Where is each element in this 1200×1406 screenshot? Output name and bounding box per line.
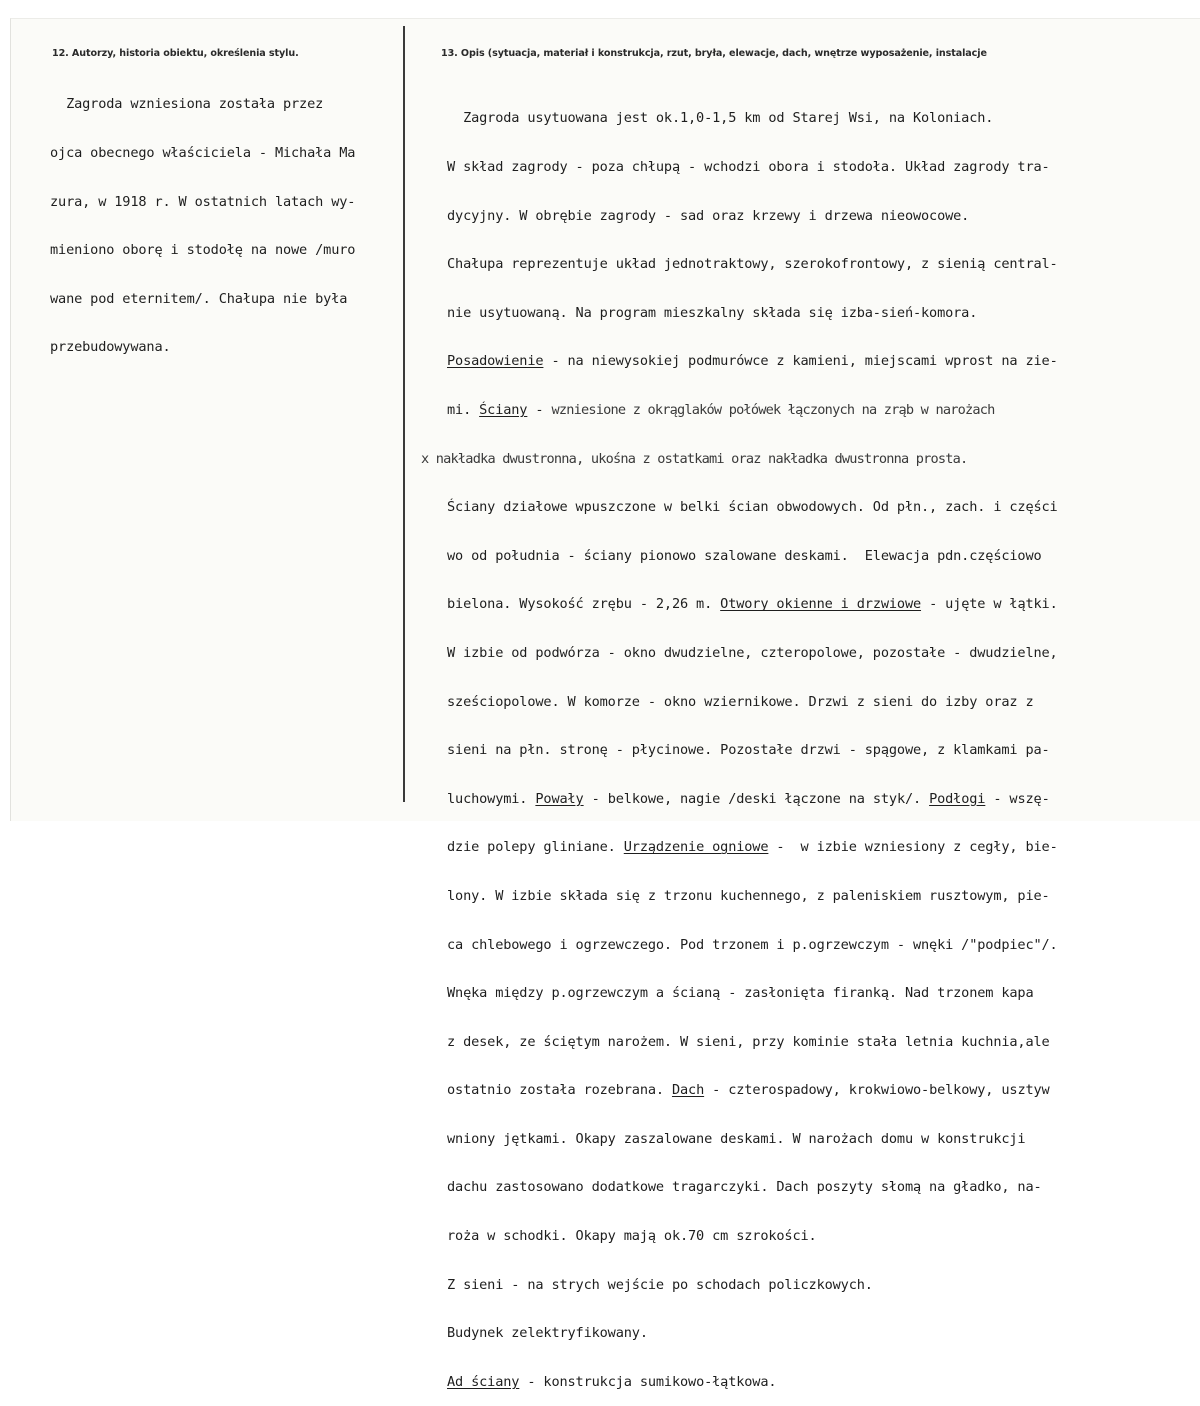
text-line: wo od południa - ściany pionowo szalowane deskami. Elewacja pdn.częściowo [447, 547, 1042, 564]
text-line: dycyjny. W obrębie zagrody - sad oraz krzewy i drzewa nieowocowe. [447, 207, 970, 224]
struck-out-text: wzniesione z okrąglaków połówek łączonych na zrąb w narożach [551, 401, 995, 418]
line-text: - czterospadowy, krokwiowo-belkowy, usztyw [704, 1082, 1050, 1099]
text-line [447, 353, 1058, 369]
text-line: lony. W izbie składa się z trzonu kuchennego, z paleniskiem rusztowym, pie- [447, 887, 1050, 904]
text-line: roża w schodki. Okapy mają ok.70 cm szrokości. [447, 1228, 817, 1245]
section-13-text [421, 78, 1058, 1406]
text-line: zura, w 1918 r. W ostatnich latach wy- [50, 193, 356, 210]
line-text: mi. [447, 401, 480, 418]
text-line: Zagroda usytuowana jest ok.1,0-1,5 km od Starej Wsi, na Koloniach. [447, 110, 994, 127]
text-line: Wnęka między p.ogrzewczym a ścianą - zasłonięta firanką. Nad trzonem kapa [447, 985, 1034, 1002]
section-13-header: 13. Opis (sytuacja, materiał i konstrukcja, rzut, bryła, elewacje, dach, wnętrze wyposażenie, instalacje [441, 48, 987, 59]
heading-powaly: Powały [535, 790, 584, 807]
line-text: - ujęte w łątki. [921, 596, 1058, 613]
heading-posadowienie: Posadowienie [447, 353, 544, 370]
line-text: bielona. Wysokość zrębu - 2,26 m. [447, 596, 721, 613]
heading-ad-sciany: Ad ściany [447, 1373, 520, 1390]
section-12-header: 12. Autorzy, historia obiektu, określenia stylu. [52, 48, 299, 59]
text-line: wane pod eternitem/. Chałupa nie była [50, 290, 348, 307]
column-divider [403, 26, 405, 802]
line-text: - wszę- [985, 790, 1050, 807]
text-line [447, 791, 1058, 807]
text-line: sieni na płn. stronę - płycinowe. Pozostałe drzwi - spągowe, z klamkami pa- [447, 742, 1050, 759]
line-text: luchowymi. [447, 790, 536, 807]
text-line: ca chlebowego i ogrzewczego. Pod trzonem i p.ogrzewczym - wnęki /"podpiec"/. [447, 936, 1058, 953]
text-line [447, 1374, 1058, 1390]
text-line: mieniono oborę i stodołę na nowe /muro [50, 242, 356, 259]
line-text: ostatnio została rozebrana. [447, 1082, 672, 1099]
line-text: dzie polepy gliniane. [447, 839, 624, 856]
heading-urzadzenie-ogniowe: Urządzenie ogniowe [623, 839, 769, 856]
heading-podlogi: Podłogi [929, 790, 986, 807]
text-line: Chałupa reprezentuje układ jednotraktowy, szerokofrontowy, z sienią central- [447, 256, 1058, 273]
text-line [421, 451, 1058, 467]
text-line [447, 402, 1058, 418]
text-line: z desek, ze ściętym narożem. W sieni, przy kominie stała letnia kuchnia,ale [447, 1033, 1050, 1050]
text-line: sześciopolowe. W komorze - okno wziernikowe. Drzwi z sieni do izby oraz z [447, 693, 1034, 710]
section-12-text [50, 64, 355, 372]
heading-dach: Dach [671, 1082, 705, 1099]
text-line: Ściany działowe wpuszczone w belki ścian obwodowych. Od płn., zach. i części [447, 499, 1058, 516]
text-line: wniony jętkami. Okapy zaszalowane deskami. W narożach domu w konstrukcji [447, 1130, 1026, 1147]
text-line: ojca obecnego właściciela - Michała Ma [50, 145, 356, 161]
text-line: W izbie od podwórza - okno dwudzielne, czteropolowe, pozostałe - dwudzielne, [447, 644, 1058, 661]
text-line: Zagroda wzniesiona została przez [50, 96, 324, 113]
struck-out-text: x nakładka dwustronna, ukośna z ostatkami oraz nakładka dwustronna prosta. [421, 450, 968, 467]
line-text: - konstrukcja sumikowo-łątkowa. [519, 1373, 777, 1390]
line-text: - [527, 401, 552, 418]
text-line: nie usytuowaną. Na program mieszkalny składa się izba-sień-komora. [447, 304, 978, 321]
text-line [447, 596, 1058, 612]
text-line [447, 839, 1058, 855]
line-text: - w izbie wzniesiony z cegły, bie- [768, 839, 1058, 856]
text-line: W skład zagrody - poza chłupą - wchodzi obora i stodoła. Układ zagrody tra- [447, 159, 1050, 175]
line-text: - na niewysokiej podmurówce z kamieni, miejscami wprost na zie- [543, 353, 1058, 370]
text-line: Z sieni - na strych wejście po schodach policzkowych. [447, 1276, 873, 1293]
heading-sciany: Ściany [479, 401, 528, 418]
text-line [447, 1082, 1058, 1098]
text-line: dachu zastosowano dodatkowe tragarczyki. Dach poszyty słomą na gładko, na- [447, 1179, 1042, 1196]
text-line: Budynek zelektryfikowany. [447, 1325, 648, 1342]
text-line: przebudowywana. [50, 339, 171, 356]
heading-otwory: Otwory okienne i drzwiowe [720, 596, 922, 613]
line-text: - belkowe, nagie /deski łączone na styk/. [583, 790, 930, 807]
